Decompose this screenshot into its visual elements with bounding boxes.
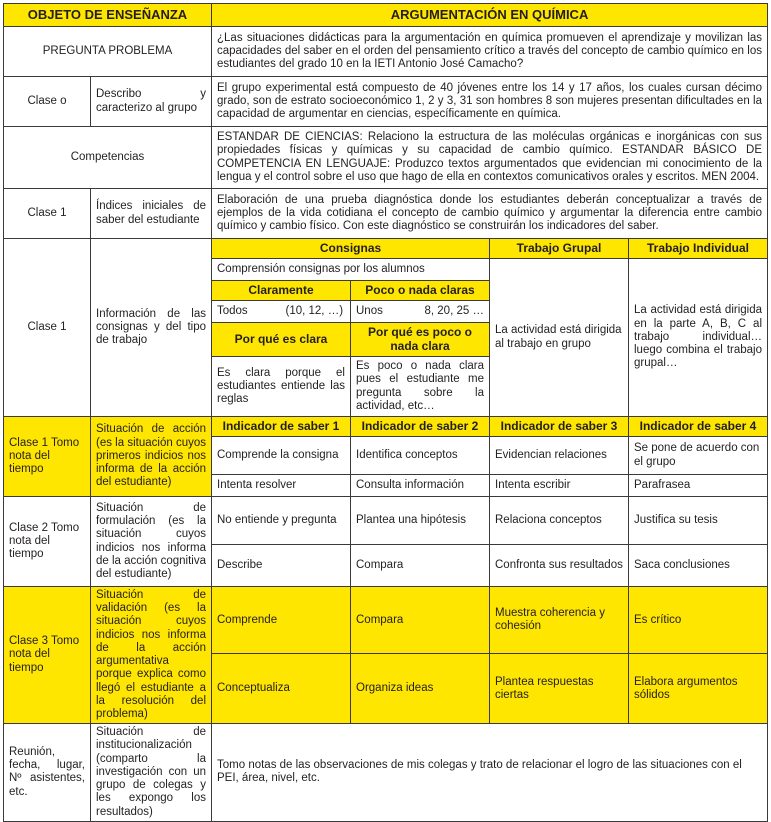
clase0-desc: Describo y caracterizo al grupo (91, 77, 212, 127)
todos-nums: (10, 12, …) (281, 301, 351, 323)
todos-label: Todos (212, 301, 281, 323)
header-left: OBJETO DE ENSEÑANZA (4, 4, 212, 27)
formulacion-r2-c1: Describe (212, 545, 351, 587)
grupal-header: Trabajo Grupal (490, 239, 629, 259)
institucional-text: Tomo notas de las observaciones de mis colegas y trato de relacionar el logro de las situaciones con el PEI, área, nivel, etc. (212, 724, 768, 822)
indicator-2-header: Indicador de saber 2 (351, 417, 490, 437)
formulacion-r2-c3: Confronta sus resultados (490, 545, 629, 587)
competencias-text: ESTANDAR DE CIENCIAS: Relaciono la estructura de las moléculas orgánicas e inorgánicas con sus propiedades físicas y químicas y su capacidad de cambio químico. ESTANDAR BÁSICO DE COMPETENCIA EN LENGUAJE: Produzco textos argumentados que evidencian mi conocimiento de la lengua y el control sobre el uso que hago de ella en contextos comunicativos orales y escritos. MEN 2004. (212, 127, 768, 189)
pregunta-label: PREGUNTA PROBLEMA (4, 27, 212, 77)
accion-desc: Situación de acción (es la situación cuyos primeros indicios nos informa de la acción del estudiante) (91, 417, 212, 497)
formulacion-r2-c4: Saca conclusiones (629, 545, 768, 587)
accion-r1-c3: Evidencian relaciones (490, 437, 629, 475)
validacion-r2-c2: Organiza ideas (351, 654, 490, 724)
accion-r2-c2: Consulta información (351, 475, 490, 497)
indicator-3-header: Indicador de saber 3 (490, 417, 629, 437)
por-que-poco-header: Por qué es poco o nada clara (351, 323, 490, 357)
poco-claras-header: Poco o nada claras (351, 281, 490, 301)
accion-r1-c4: Se pone de acuerdo con el grupo (629, 437, 768, 475)
accion-r2-c4: Parafrasea (629, 475, 768, 497)
formulacion-r1-c3: Relaciona conceptos (490, 497, 629, 545)
por-que-clara-header: Por qué es clara (212, 323, 351, 357)
lesson-plan-table (3, 3, 768, 822)
pregunta-text: ¿Las situaciones didácticas para la argumentación en química promueven el aprendizaje y movilizan las capacidades del saber en el orden del pensamiento crítico a través del concepto de cambio químico en los estudiantes del grado 10 en la IETI Antonio José Camacho? (212, 27, 768, 77)
clase1b-desc: Información de las consignas y del tipo de trabajo (91, 239, 212, 417)
accion-r1-c2: Identifica conceptos (351, 437, 490, 475)
formulacion-r2-c2: Compara (351, 545, 490, 587)
validacion-r2-c1: Conceptualiza (212, 654, 351, 724)
grupal-text: La actividad está dirigida al trabajo en grupo (490, 259, 629, 417)
indicator-1-header: Indicador de saber 1 (212, 417, 351, 437)
poco-text: Es poco o nada clara pues el estudiante me pregunta sobre la actividad, etc… (351, 357, 490, 417)
formulacion-r1-c1: No entiende y pregunta (212, 497, 351, 545)
header-right: ARGUMENTACIÓN EN QUÍMICA (212, 4, 768, 27)
accion-label: Clase 1 Tomo nota del tiempo (4, 417, 91, 497)
institucional-label: Reunión, fecha, lugar, Nº asistentes, etc. (4, 724, 91, 822)
consignas-header: Consignas (212, 239, 490, 259)
formulacion-label: Clase 2 Tomo nota del tiempo (4, 497, 91, 587)
clara-text: Es clara porque el estudiantes entiende las reglas (212, 357, 351, 417)
accion-r1-c1: Comprende la consigna (212, 437, 351, 475)
indicator-4-header: Indicador de saber 4 (629, 417, 768, 437)
validacion-r1-c2: Compara (351, 587, 490, 654)
unos-nums: 8, 20, 25 … (420, 301, 490, 323)
clase1a-text: Elaboración de una prueba diagnóstica donde los estudiantes deberán conceptualizar a través de ejemplos de la vida cotidiana el concepto de cambio químico y argumentar la diferencia entre cambio químico y cambio físico. Con este diagnóstico se construirán los indicadores del saber. (212, 189, 768, 239)
accion-r2-c1: Intenta resolver (212, 475, 351, 497)
clase1a-desc: Índices iniciales de saber del estudiante (91, 189, 212, 239)
clase0-text: El grupo experimental está compuesto de 40 jóvenes entre los 14 y 17 años, los cuales cursan décimo grado, son de estrato socioeconómico 1, 2 y 3, 31 son hombres 8 son mujeres presentan dificultades en la capacidad de argumentar en ciencias, específicamente en química. (212, 77, 768, 127)
comprension-label: Comprensión consignas por los alumnos (212, 259, 490, 281)
individual-header: Trabajo Individual (629, 239, 768, 259)
unos-label: Unos (351, 301, 420, 323)
individual-text: La actividad está dirigida en la parte A, B, C al trabajo individual… luego combina el trabajo grupal… (629, 259, 768, 417)
formulacion-r1-c2: Plantea una hipótesis (351, 497, 490, 545)
validacion-r2-c3: Plantea respuestas ciertas (490, 654, 629, 724)
validacion-r1-c3: Muestra coherencia y cohesión (490, 587, 629, 654)
formulacion-r1-c4: Justifica su tesis (629, 497, 768, 545)
validacion-desc: Situación de validación (es la situación cuyos indicios nos informa de la acción argumentativa porque explica como llegó el estudiante a la resolución del problema) (91, 587, 212, 724)
clase0-label: Clase o (4, 77, 91, 127)
claramente-header: Claramente (212, 281, 351, 301)
validacion-label: Clase 3 Tomo nota del tiempo (4, 587, 91, 724)
competencias-label: Competencias (4, 127, 212, 189)
formulacion-desc: Situación de formulación (es la situación cuyos indicios nos informa de la acción cognitiva del estudiante) (91, 497, 212, 587)
validacion-r2-c4: Elabora argumentos sólidos (629, 654, 768, 724)
institucional-desc: Situación de institucionalización (comparto la investigación con un grupo de colegas y les expongo los resultados) (91, 724, 212, 822)
clase1a-label: Clase 1 (4, 189, 91, 239)
clase1b-label: Clase 1 (4, 239, 91, 417)
validacion-r1-c4: Es crítico (629, 587, 768, 654)
validacion-r1-c1: Comprende (212, 587, 351, 654)
accion-r2-c3: Intenta escribir (490, 475, 629, 497)
